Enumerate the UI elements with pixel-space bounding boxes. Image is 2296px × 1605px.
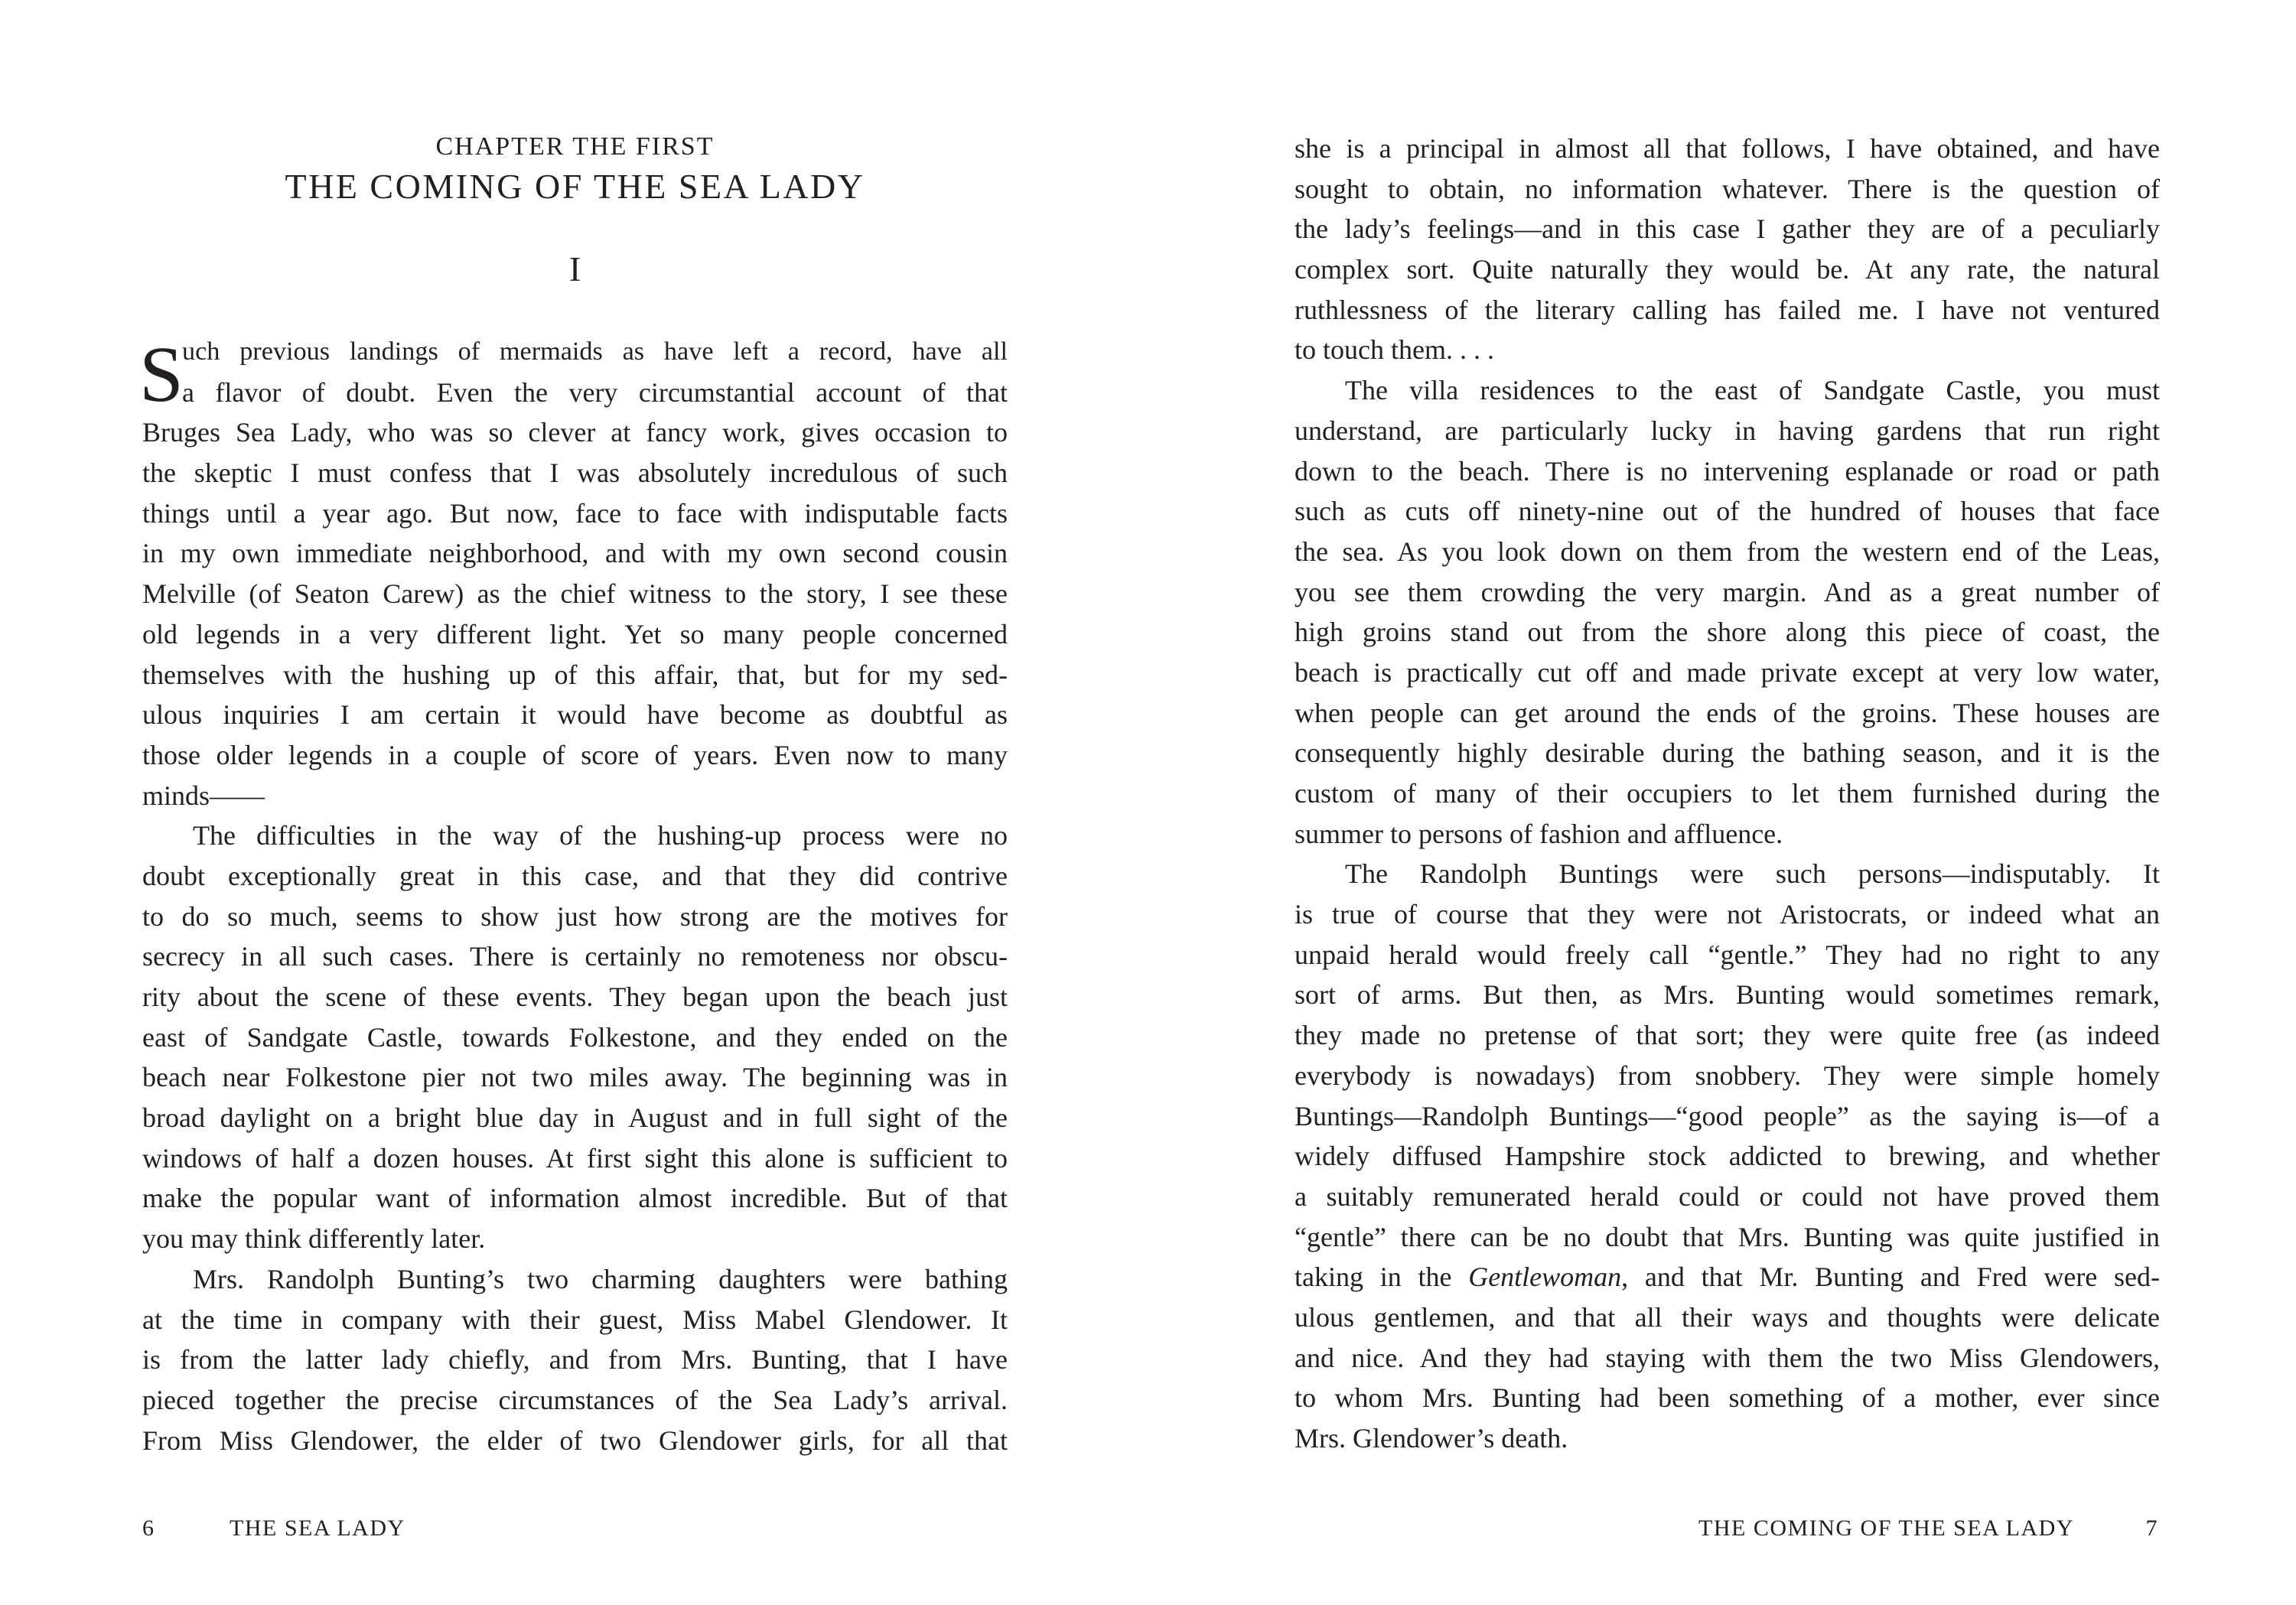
text-line: ulous gentlemen, and that all their ways and thoughts were delicate	[1295, 1301, 2160, 1333]
text-line: beach is practically cut off and made private except at very low water,	[1295, 656, 2160, 688]
text-line: things until a year ago. But now, face to face with indisputable facts	[142, 497, 1008, 529]
text-line: everybody is nowadays) from snobbery. They were simple homely	[1295, 1060, 2160, 1091]
text-line: the skeptic I must confess that I was absolutely incredulous of such	[142, 457, 1008, 489]
chapter-title: THE COMING OF THE SEA LADY	[285, 167, 865, 206]
text-line: when people can get around the ends of the groins. These houses are	[1295, 697, 2160, 728]
text-line: understand, are particularly lucky in having gardens that run right	[1295, 415, 2160, 446]
text-line: Bruges Sea Lady, who was so clever at fancy work, gives occasion to	[142, 417, 1008, 448]
text-line: Melville (of Seaton Carew) as the chief witness to the story, I see these	[142, 578, 1008, 610]
chapter-label: CHAPTER THE FIRST	[435, 132, 715, 161]
text-line: From Miss Glendower, the elder of two Glendower girls, for all that	[142, 1424, 1008, 1456]
text-line: secrecy in all such cases. There is certainly no remoteness nor obscu-	[142, 941, 1008, 972]
text-line: east of Sandgate Castle, towards Folkestone, and they ended on the	[142, 1021, 1008, 1053]
text-line: minds——	[142, 780, 265, 811]
text-line: ruthlessness of the literary calling has failed me. I have not ventured	[1295, 294, 2160, 325]
text-segment: , and that Mr. Bunting and Fred were sed-	[1621, 1262, 2161, 1293]
text-line: beach near Folkestone pier not two miles away. The beginning was in	[142, 1062, 1008, 1093]
running-head: THE COMING OF THE SEA LADY	[1698, 1515, 2074, 1541]
text-line: the lady’s feelings—and in this case I gather they are of a peculiarly	[1295, 213, 2160, 245]
text-line: widely diffused Hampshire stock addicted to brewing, and whether	[1295, 1141, 2160, 1172]
text-line: doubt exceptionally great in this case, and that they did contrive	[142, 860, 1008, 891]
text-line: make the popular want of information almost incredible. But of that	[142, 1183, 1008, 1214]
text-line: complex sort. Quite naturally they would be. At any rate, the natural	[1295, 254, 2160, 285]
text-line: The villa residences to the east of Sandgate Castle, you must	[1345, 375, 2160, 406]
text-line: is from the latter lady chiefly, and from Mrs. Bunting, that I have	[142, 1344, 1008, 1375]
text-line: old legends in a very different light. Yet so many people concerned	[142, 618, 1008, 649]
page-number: 7	[2145, 1515, 2158, 1541]
text-line: down to the beach. There is no intervening esplanade or road or path	[1295, 455, 2160, 487]
right-body-text	[1295, 129, 2160, 1459]
text-line: those older legends in a couple of score of years. Even now to many	[142, 739, 1008, 770]
text-line: you may think differently later.	[142, 1223, 486, 1255]
text-line: a flavor of doubt. Even the very circumstantial account of that	[182, 376, 1008, 408]
text-line: windows of half a dozen houses. At first sight this alone is sufficient to	[142, 1142, 1008, 1174]
text-line: high groins stand out from the shore along this piece of coast, the	[1295, 617, 2160, 648]
text-line-with-italic	[1295, 1257, 2160, 1297]
text-line: Mrs. Glendower’s death.	[1295, 1423, 1568, 1454]
text-line: The Randolph Buntings were such persons—indisputably. It	[1345, 858, 2160, 890]
italic-publication-title: Gentlewoman	[1468, 1262, 1622, 1293]
text-line: unpaid herald would freely call “gentle.” They had no right to any	[1295, 939, 2160, 970]
section-number: I	[568, 249, 581, 288]
text-line: summer to persons of fashion and affluence.	[1295, 818, 1783, 849]
text-line: to do so much, seems to show just how strong are the motives for	[142, 900, 1008, 932]
text-line: and nice. And they had staying with them the two Miss Glendowers,	[1295, 1342, 2160, 1373]
text-line: sort of arms. But then, as Mrs. Bunting would sometimes remark,	[1295, 979, 2160, 1011]
text-line: The difficulties in the way of the hushing-up process were no	[193, 820, 1008, 851]
text-line: themselves with the hushing up of this affair, that, but for my sed-	[142, 659, 1008, 690]
text-line: a suitably remunerated herald could or could not have proved them	[1295, 1180, 2160, 1212]
text-line: rity about the scene of these events. They began upon the beach just	[142, 982, 1008, 1012]
page-number: 6	[142, 1515, 155, 1541]
text-line: in my own immediate neighborhood, and with my own second cousin	[142, 538, 1008, 569]
text-line: to whom Mrs. Bunting had been something of a mother, ever since	[1295, 1382, 2160, 1414]
text-line: ulous inquiries I am certain it would have become as doubtful as	[142, 699, 1008, 731]
text-line: Mrs. Randolph Bunting’s two charming daughters were bathing	[193, 1263, 1008, 1294]
text-line: pieced together the precise circumstances of the Sea Lady’s arrival.	[142, 1384, 1008, 1415]
text-line: the sea. As you look down on them from the western end of the Leas,	[1295, 536, 2160, 567]
text-line: sought to obtain, no information whatever. There is the question of	[1295, 173, 2160, 204]
text-line: to touch them. . . .	[1295, 334, 1494, 366]
text-line: such as cuts off ninety-nine out of the hundred of houses that face	[1295, 496, 2160, 527]
text-line: she is a principal in almost all that follows, I have obtained, and have	[1295, 133, 2160, 164]
text-line: at the time in company with their guest, Miss Mabel Glendower. It	[142, 1304, 1008, 1335]
left-body-text	[139, 330, 1008, 1460]
text-line: “gentle” there can be no doubt that Mrs. Bunting was quite justified in	[1295, 1221, 2160, 1252]
text-line: custom of many of their occupiers to let them furnished during the	[1295, 778, 2160, 809]
drop-cap: S	[139, 330, 184, 418]
text-line: broad daylight on a bright blue day in August and in full sight of the	[142, 1102, 1008, 1134]
text-line: Buntings—Randolph Buntings—“good people” as the saying is—of a	[1295, 1100, 2160, 1131]
text-line: is true of course that they were not Aristocrats, or indeed what an	[1295, 899, 2160, 930]
text-line: consequently highly desirable during the bathing season, and it is the	[1295, 737, 2160, 769]
text-line: they made no pretense of that sort; they were quite free (as indeed	[1295, 1020, 2160, 1051]
text-segment: taking in the	[1295, 1262, 1469, 1293]
text-line-content: uch previous landings of mermaids as have left a record, have all	[182, 337, 1008, 366]
right-page	[1148, 0, 2295, 1605]
text-line: you see them crowding the very margin. And as a great number of	[1295, 576, 2160, 607]
running-head: THE SEA LADY	[230, 1515, 405, 1541]
